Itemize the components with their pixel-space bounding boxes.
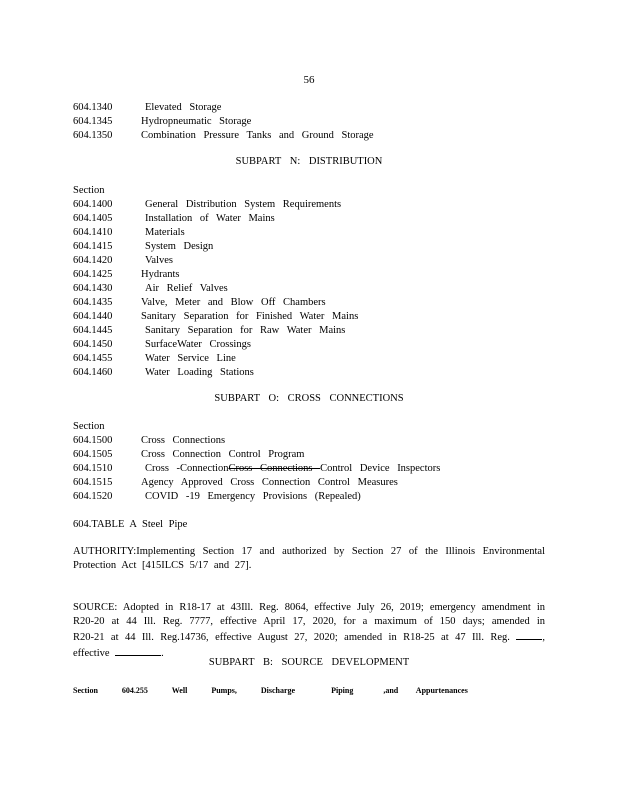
list-item (73, 254, 553, 268)
title-remaining-text: Control Device Inspectors (320, 463, 441, 474)
list-item (73, 352, 553, 366)
list-item (73, 338, 553, 352)
list-item (73, 324, 553, 338)
section-number: 604.1420 (73, 255, 113, 266)
list-item (73, 476, 553, 490)
section-number: 604.1510 (73, 463, 113, 474)
subpart-n-heading: SUBPART N: DISTRIBUTION (235, 156, 383, 167)
section-title: System Design (145, 241, 214, 252)
section-title: Water Loading Stations (145, 367, 254, 378)
section-number: 604.1400 (73, 199, 113, 210)
section-number: 604.1425 (73, 269, 113, 280)
section-title: Installation of Water Mains (145, 213, 275, 224)
list-item (73, 366, 553, 380)
section-word: Pumps, (211, 686, 237, 695)
list-item (73, 462, 553, 476)
source-text: SOURCE: Adopted in R18-17 at 43Ill. Reg. 8064, effective July 26, 2019; emergency amendment in R20-20 at 44 Ill. Reg. 7777, effective April 17, 2020, for a maximum of 150 days; amended in R20-21 at 44 Ill. Reg.14736, effective August 27, 2020; amended in R18-25 at 47 Ill. Reg. (73, 602, 545, 643)
section-title (145, 462, 440, 476)
section-label: Section (73, 686, 98, 695)
section-title: Sanitary Separation for Raw Water Mains (145, 325, 346, 336)
final-section-line (73, 686, 486, 695)
subpart-o-list (73, 420, 553, 504)
source-paragraph (73, 601, 545, 661)
section-title: Materials (145, 227, 185, 238)
section-title: Hydropneumatic Storage (141, 116, 252, 127)
section-title: Sanitary Separation for Finished Water Mains (141, 311, 359, 322)
section-label: Section (73, 421, 105, 432)
source-end: . (161, 648, 164, 659)
list-item (73, 296, 553, 310)
list-item (73, 282, 553, 296)
section-number: 604.1500 (73, 435, 113, 446)
section-title: Valves (145, 255, 173, 266)
page-number: 56 (303, 74, 315, 86)
section-number: 604.1415 (73, 241, 113, 252)
title-struck-text: Cross Connections (228, 463, 321, 474)
list-item (73, 115, 553, 129)
section-number: 604.1460 (73, 367, 113, 378)
section-number: 604.1505 (73, 449, 113, 460)
section-label: Section (73, 185, 105, 196)
section-title: Water Service Line (145, 353, 236, 364)
section-number: 604.1410 (73, 227, 113, 238)
list-item (73, 268, 553, 282)
section-number: 604.255 (121, 686, 148, 695)
list-item (73, 490, 553, 504)
list-item (73, 212, 553, 226)
top-section-list (73, 101, 553, 143)
section-number: 604.1340 (73, 102, 113, 113)
section-title: SurfaceWater Crossings (145, 339, 251, 350)
list-item (73, 226, 553, 240)
table-reference: 604.TABLE A Steel Pipe (73, 519, 188, 530)
section-number: 604.1440 (73, 311, 113, 322)
authority-paragraph: AUTHORITY:Implementing Section 17 and authorized by Section 27 of the Illinois Environmental Protection Act [415ILCS 5/17 and 27]. (73, 546, 545, 571)
blank-line (115, 645, 161, 656)
section-title: General Distribution System Requirements (145, 199, 342, 210)
section-title: Cross Connections (141, 435, 226, 446)
section-number: 604.1455 (73, 353, 113, 364)
section-number: 604.1345 (73, 116, 113, 127)
section-number: 604.1450 (73, 339, 113, 350)
section-number: 604.1405 (73, 213, 113, 224)
list-item (73, 434, 553, 448)
section-word: Appurtenances (415, 686, 468, 695)
source-effective: , effective (73, 632, 545, 659)
list-item (73, 101, 553, 115)
section-title: Elevated Storage (145, 102, 222, 113)
subpart-n-list (73, 184, 553, 380)
list-item (73, 448, 553, 462)
section-title: Air Relief Valves (145, 283, 228, 294)
list-item (73, 129, 553, 143)
section-number: 604.1350 (73, 130, 113, 141)
section-number: 604.1435 (73, 297, 113, 308)
section-number: 604.1430 (73, 283, 113, 294)
section-title: Cross Connection Control Program (141, 449, 305, 460)
blank-line (516, 629, 542, 640)
section-number: 604.1515 (73, 477, 113, 488)
list-item (73, 240, 553, 254)
section-word: Discharge (260, 686, 296, 695)
title-inserted-text: Cross -Connection (145, 463, 229, 474)
section-word: ,and (383, 686, 399, 695)
subpart-o-heading: SUBPART O: CROSS CONNECTIONS (214, 393, 404, 404)
list-item (73, 310, 553, 324)
section-number: 604.1445 (73, 325, 113, 336)
section-title: COVID -19 Emergency Provisions (Repealed) (145, 491, 361, 502)
section-title: Agency Approved Cross Connection Control Measures (141, 477, 398, 488)
section-title: Combination Pressure Tanks and Ground Storage (141, 130, 374, 141)
list-item (73, 198, 553, 212)
section-word: Well (171, 686, 188, 695)
section-number: 604.1520 (73, 491, 113, 502)
section-title: Valve, Meter and Blow Off Chambers (141, 297, 326, 308)
section-word: Piping (331, 686, 354, 695)
subpart-b-heading: SUBPART B: SOURCE DEVELOPMENT (208, 657, 410, 668)
section-title: Hydrants (141, 269, 180, 280)
